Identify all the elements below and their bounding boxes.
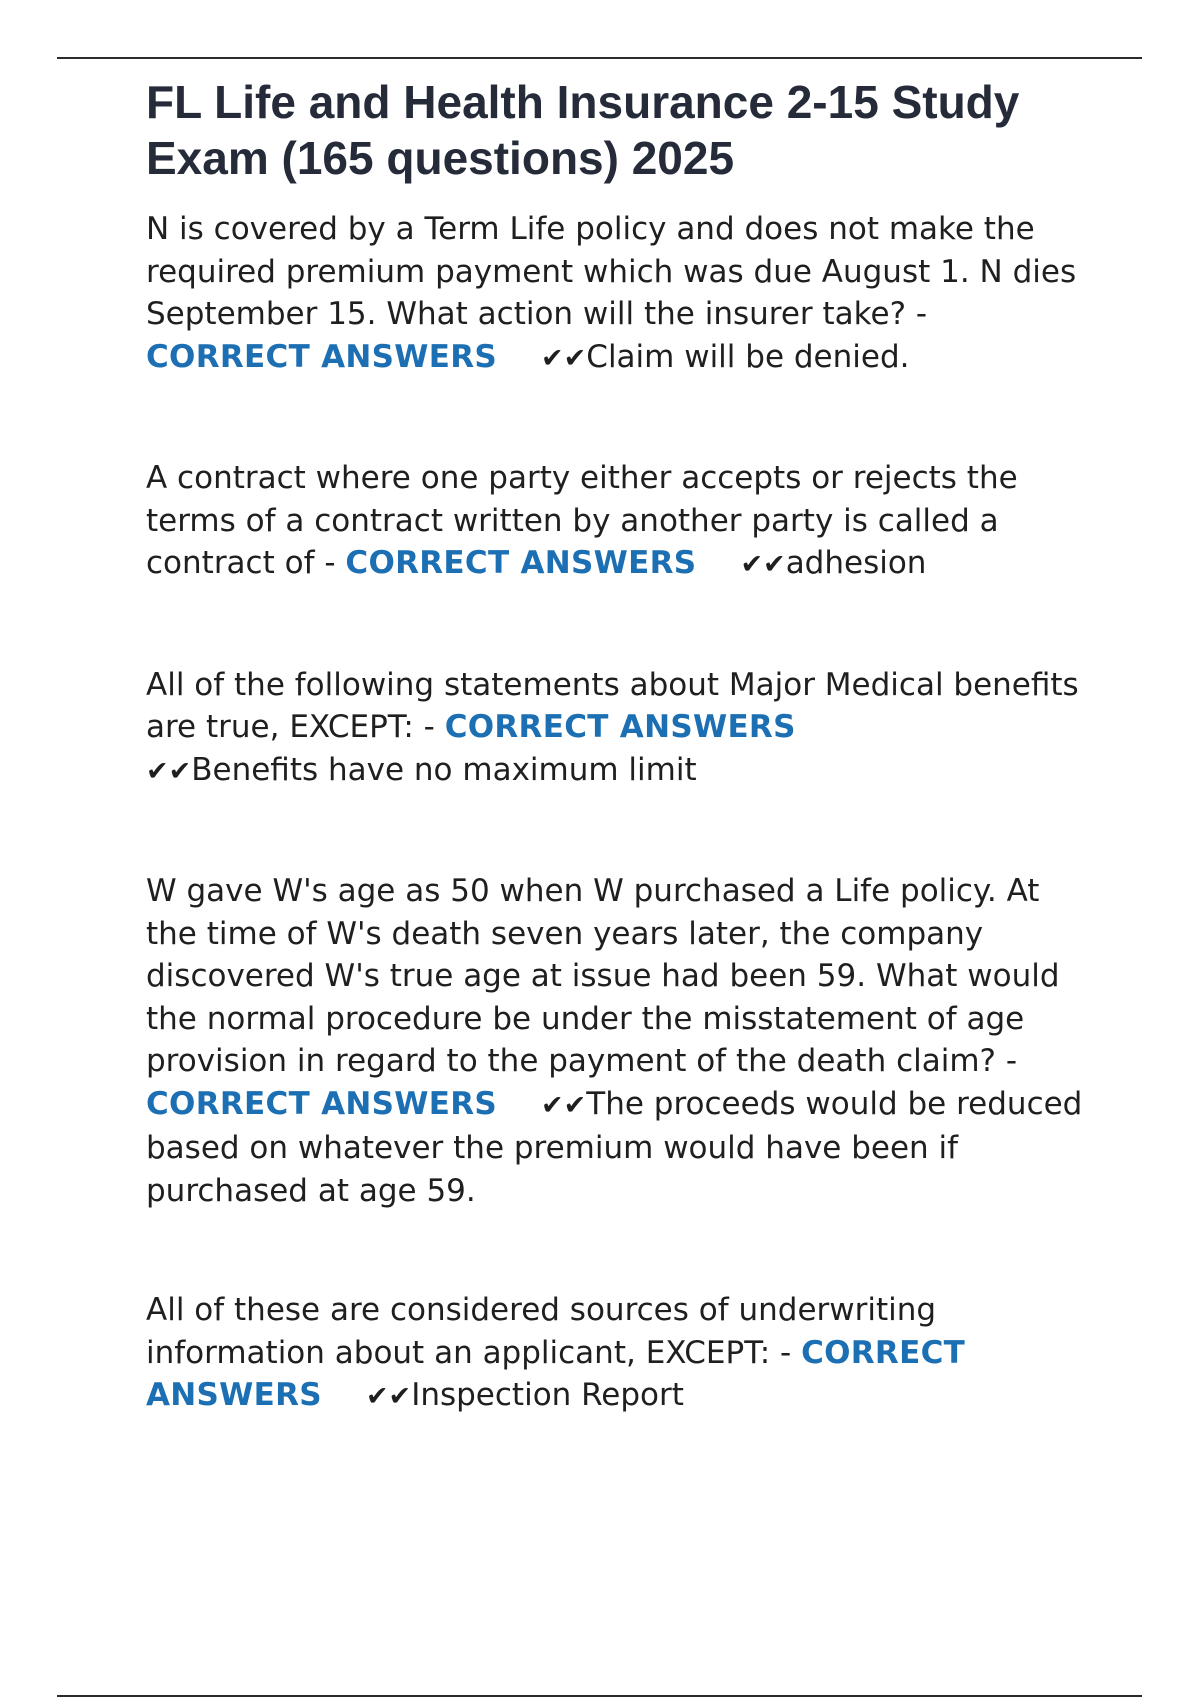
qa-item-4	[146, 870, 1086, 1212]
correct-answers-label: CORRECT ANSWERS	[146, 1334, 966, 1413]
question-text: All of these are considered sources of underwriting information about an applicant, EXCEPT: -	[146, 1292, 937, 1371]
correct-answers-label: CORRECT ANSWERS	[444, 709, 796, 745]
page-title: FL Life and Health Insurance 2-15 Study Exam (165 questions) 2025	[146, 76, 1020, 184]
double-check-icon: ✔✔	[541, 342, 587, 374]
qa-item-1	[146, 208, 1086, 380]
top-rule	[57, 57, 1142, 59]
answer-text: Inspection Report	[411, 1377, 684, 1413]
correct-answers-label: CORRECT ANSWERS	[345, 545, 697, 581]
correct-answers-label: CORRECT ANSWERS	[146, 338, 498, 375]
question-text: A contract where one party either accepts or rejects the terms of a contract written by another party is called a contract of -	[146, 460, 1018, 581]
question-text: All of the following statements about Major Medical benefits are true, EXCEPT: -	[146, 666, 1079, 745]
answer-text: Claim will be denied.	[586, 338, 910, 375]
document-body	[146, 74, 1086, 1419]
answer-text: The proceeds would be reduced based on whatever the premium would have been if purchased at age 59.	[146, 1085, 1083, 1209]
bottom-rule	[57, 1695, 1142, 1697]
double-check-icon: ✔✔	[146, 755, 192, 787]
answer-text: adhesion	[785, 545, 927, 581]
double-check-icon: ✔✔	[740, 549, 786, 580]
correct-answers-label: CORRECT ANSWERS	[146, 1085, 498, 1122]
question-text: W gave W's age as 50 when W purchased a Life policy. At the time of W's death seven years later, the company discovered W's true age at issue had been 59. What would the normal procedure be under the misstatement of age provision in regard to the payment of the death claim? -	[146, 873, 1060, 1079]
qa-item-3	[146, 664, 1086, 794]
double-check-icon: ✔✔	[365, 1381, 412, 1412]
question-text: N is covered by a Term Life policy and does not make the required premium payment which was due August 1. N dies September 15. What action will the insurer take? -	[146, 211, 1077, 332]
qa-item-5	[146, 1289, 1086, 1419]
qa-item-2	[146, 457, 1086, 587]
double-check-icon: ✔✔	[541, 1089, 587, 1121]
answer-text: Benefits have no maximum limit	[191, 751, 697, 788]
